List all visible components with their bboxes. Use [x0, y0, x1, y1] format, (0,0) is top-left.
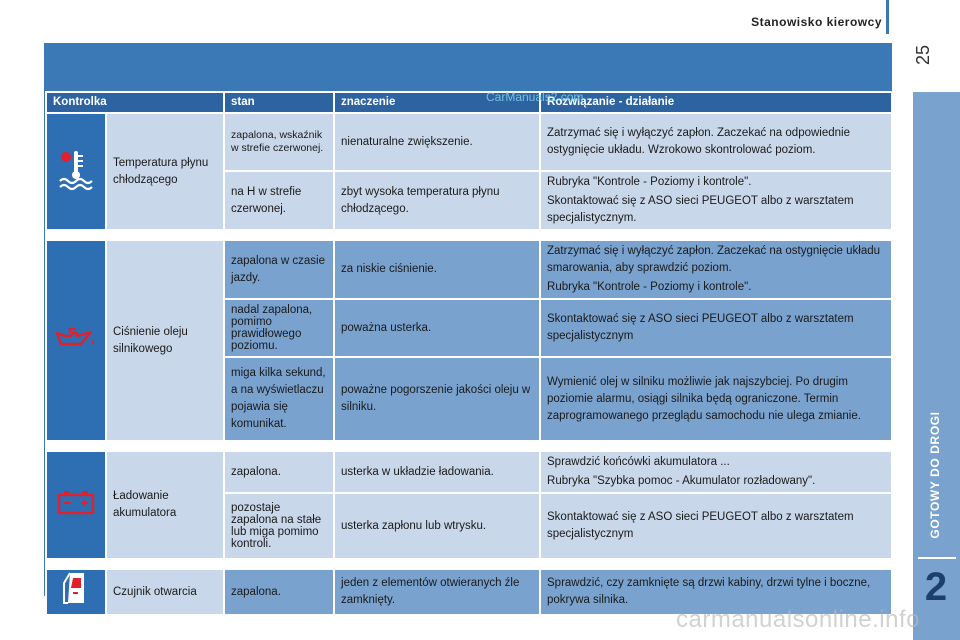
- cell-dzialanie: [540, 299, 892, 357]
- cell-dzialanie: [540, 240, 892, 299]
- cell-stan: na H w strefie czerwonej.: [224, 171, 334, 230]
- group-gap: [46, 230, 892, 240]
- cell-dzialanie: [540, 451, 892, 493]
- cell-znaczenie: usterka zapłonu lub wtrysku.: [334, 493, 540, 559]
- action-line: Zatrzymać się i wyłączyć zapłon. Zaczekać na odpowiednie ostygnięcie układu. Wzrokowo skontrolować poziom.: [547, 127, 850, 156]
- cell-stan: nadal zapalona, pomimo prawidłowego poziomu.: [224, 299, 334, 357]
- header-rule: [886, 0, 889, 34]
- cell-znaczenie: poważna usterka.: [334, 299, 540, 357]
- cell-stan: zapalona.: [224, 451, 334, 493]
- page-number: 25: [912, 44, 933, 66]
- icon-cell: [46, 451, 106, 559]
- header-dzialanie: Rozwiązanie - działanie: [540, 92, 892, 113]
- action-line: Zatrzymać się i wyłączyć zapłon. Zaczekać na ostygnięcie układu smarowania, aby sprawdzić poziom.: [547, 245, 881, 274]
- cell-znaczenie: zbyt wysoka temperatura płynu chłodzącego.: [334, 171, 540, 230]
- action-line: Rubryka "Kontrole - Poziomy i kontrole".: [547, 176, 752, 188]
- cell-stan: pozostaje zapalona na stałe lub miga pomimo kontroli.: [224, 493, 334, 559]
- action-line: Skontaktować się z ASO sieci PEUGEOT albo z warsztatem specjalistycznym: [547, 511, 854, 540]
- indicator-name: Ciśnienie oleju silnikowego: [106, 240, 224, 441]
- icon-cell: [46, 569, 106, 615]
- action-line: Rubryka "Kontrole - Poziomy i kontrole".: [547, 281, 752, 293]
- indicator-name: Temperatura płynu chłodzącego: [106, 113, 224, 230]
- table-row: [46, 451, 892, 493]
- action-line: Skontaktować się z ASO sieci PEUGEOT albo z warsztatem specjalistycznym.: [547, 195, 854, 224]
- oil-pressure-icon: [54, 325, 98, 351]
- cell-znaczenie: jeden z elementów otwieranych źle zamknięty.: [334, 569, 540, 615]
- watermark-top: CarManuals2.com: [486, 90, 584, 104]
- watermark-bottom: carmanualsonline.info: [676, 606, 920, 633]
- cell-znaczenie: poważne pogorszenie jakości oleju w silniku.: [334, 357, 540, 441]
- cell-dzialanie: [540, 357, 892, 441]
- indicator-name: Czujnik otwarcia: [106, 569, 224, 615]
- action-line: Sprawdzić końcówki akumulatora ...: [547, 456, 730, 468]
- action-line: Skontaktować się z ASO sieci PEUGEOT albo z warsztatem specjalistycznym: [547, 313, 854, 342]
- cell-dzialanie: [540, 113, 892, 171]
- icon-cell: [46, 113, 106, 230]
- cell-stan: zapalona, wskaźnik w strefie czerwonej.: [224, 113, 334, 171]
- icon-cell: [46, 240, 106, 441]
- chapter-number: 2: [924, 565, 948, 609]
- cell-znaczenie: nienaturalne zwiększenie.: [334, 113, 540, 171]
- header-znaczenie: znaczenie: [334, 92, 540, 113]
- table-row: [46, 113, 892, 171]
- door-open-icon: [61, 570, 91, 608]
- group-gap: [46, 441, 892, 451]
- cell-znaczenie: usterka w układzie ładowania.: [334, 451, 540, 493]
- chapter-title: GOTOWY DO DROGI: [928, 411, 942, 539]
- group-gap: [46, 559, 892, 569]
- cell-dzialanie: [540, 493, 892, 559]
- header-stan: stan: [224, 92, 334, 113]
- cell-stan: zapalona w czasie jazdy.: [224, 240, 334, 299]
- cell-stan: zapalona.: [224, 569, 334, 615]
- table-row: [46, 240, 892, 299]
- coolant-temperature-icon: [56, 147, 96, 191]
- action-line: Rubryka "Szybka pomoc - Akumulator rozładowany".: [547, 475, 816, 487]
- warning-lights-table: [45, 91, 893, 616]
- cell-stan: miga kilka sekund, a na wyświetlaczu pojawia się komunikat.: [224, 357, 334, 441]
- action-line: Sprawdzić, czy zamknięte są drzwi kabiny, drzwi tylne i boczne, pokrywa silnika.: [547, 577, 871, 606]
- cell-znaczenie: za niskie ciśnienie.: [334, 240, 540, 299]
- table-header-row: [46, 92, 892, 113]
- header-kontrolka: Kontrolka: [46, 92, 224, 113]
- action-line: Wymienić olej w silniku możliwie jak najszybciej. Po drugim poziomie alarmu, osiągi silnika będą ograniczone. Termin zaprogramowanego przeglądu samochodu nie ulega zmianie.: [547, 375, 861, 422]
- indicator-name: Ładowanie akumulatora: [106, 451, 224, 559]
- chapter-rule: [918, 557, 956, 559]
- running-header: Stanowisko kierowcy: [751, 15, 882, 29]
- battery-icon: [56, 489, 96, 515]
- cell-dzialanie: [540, 171, 892, 230]
